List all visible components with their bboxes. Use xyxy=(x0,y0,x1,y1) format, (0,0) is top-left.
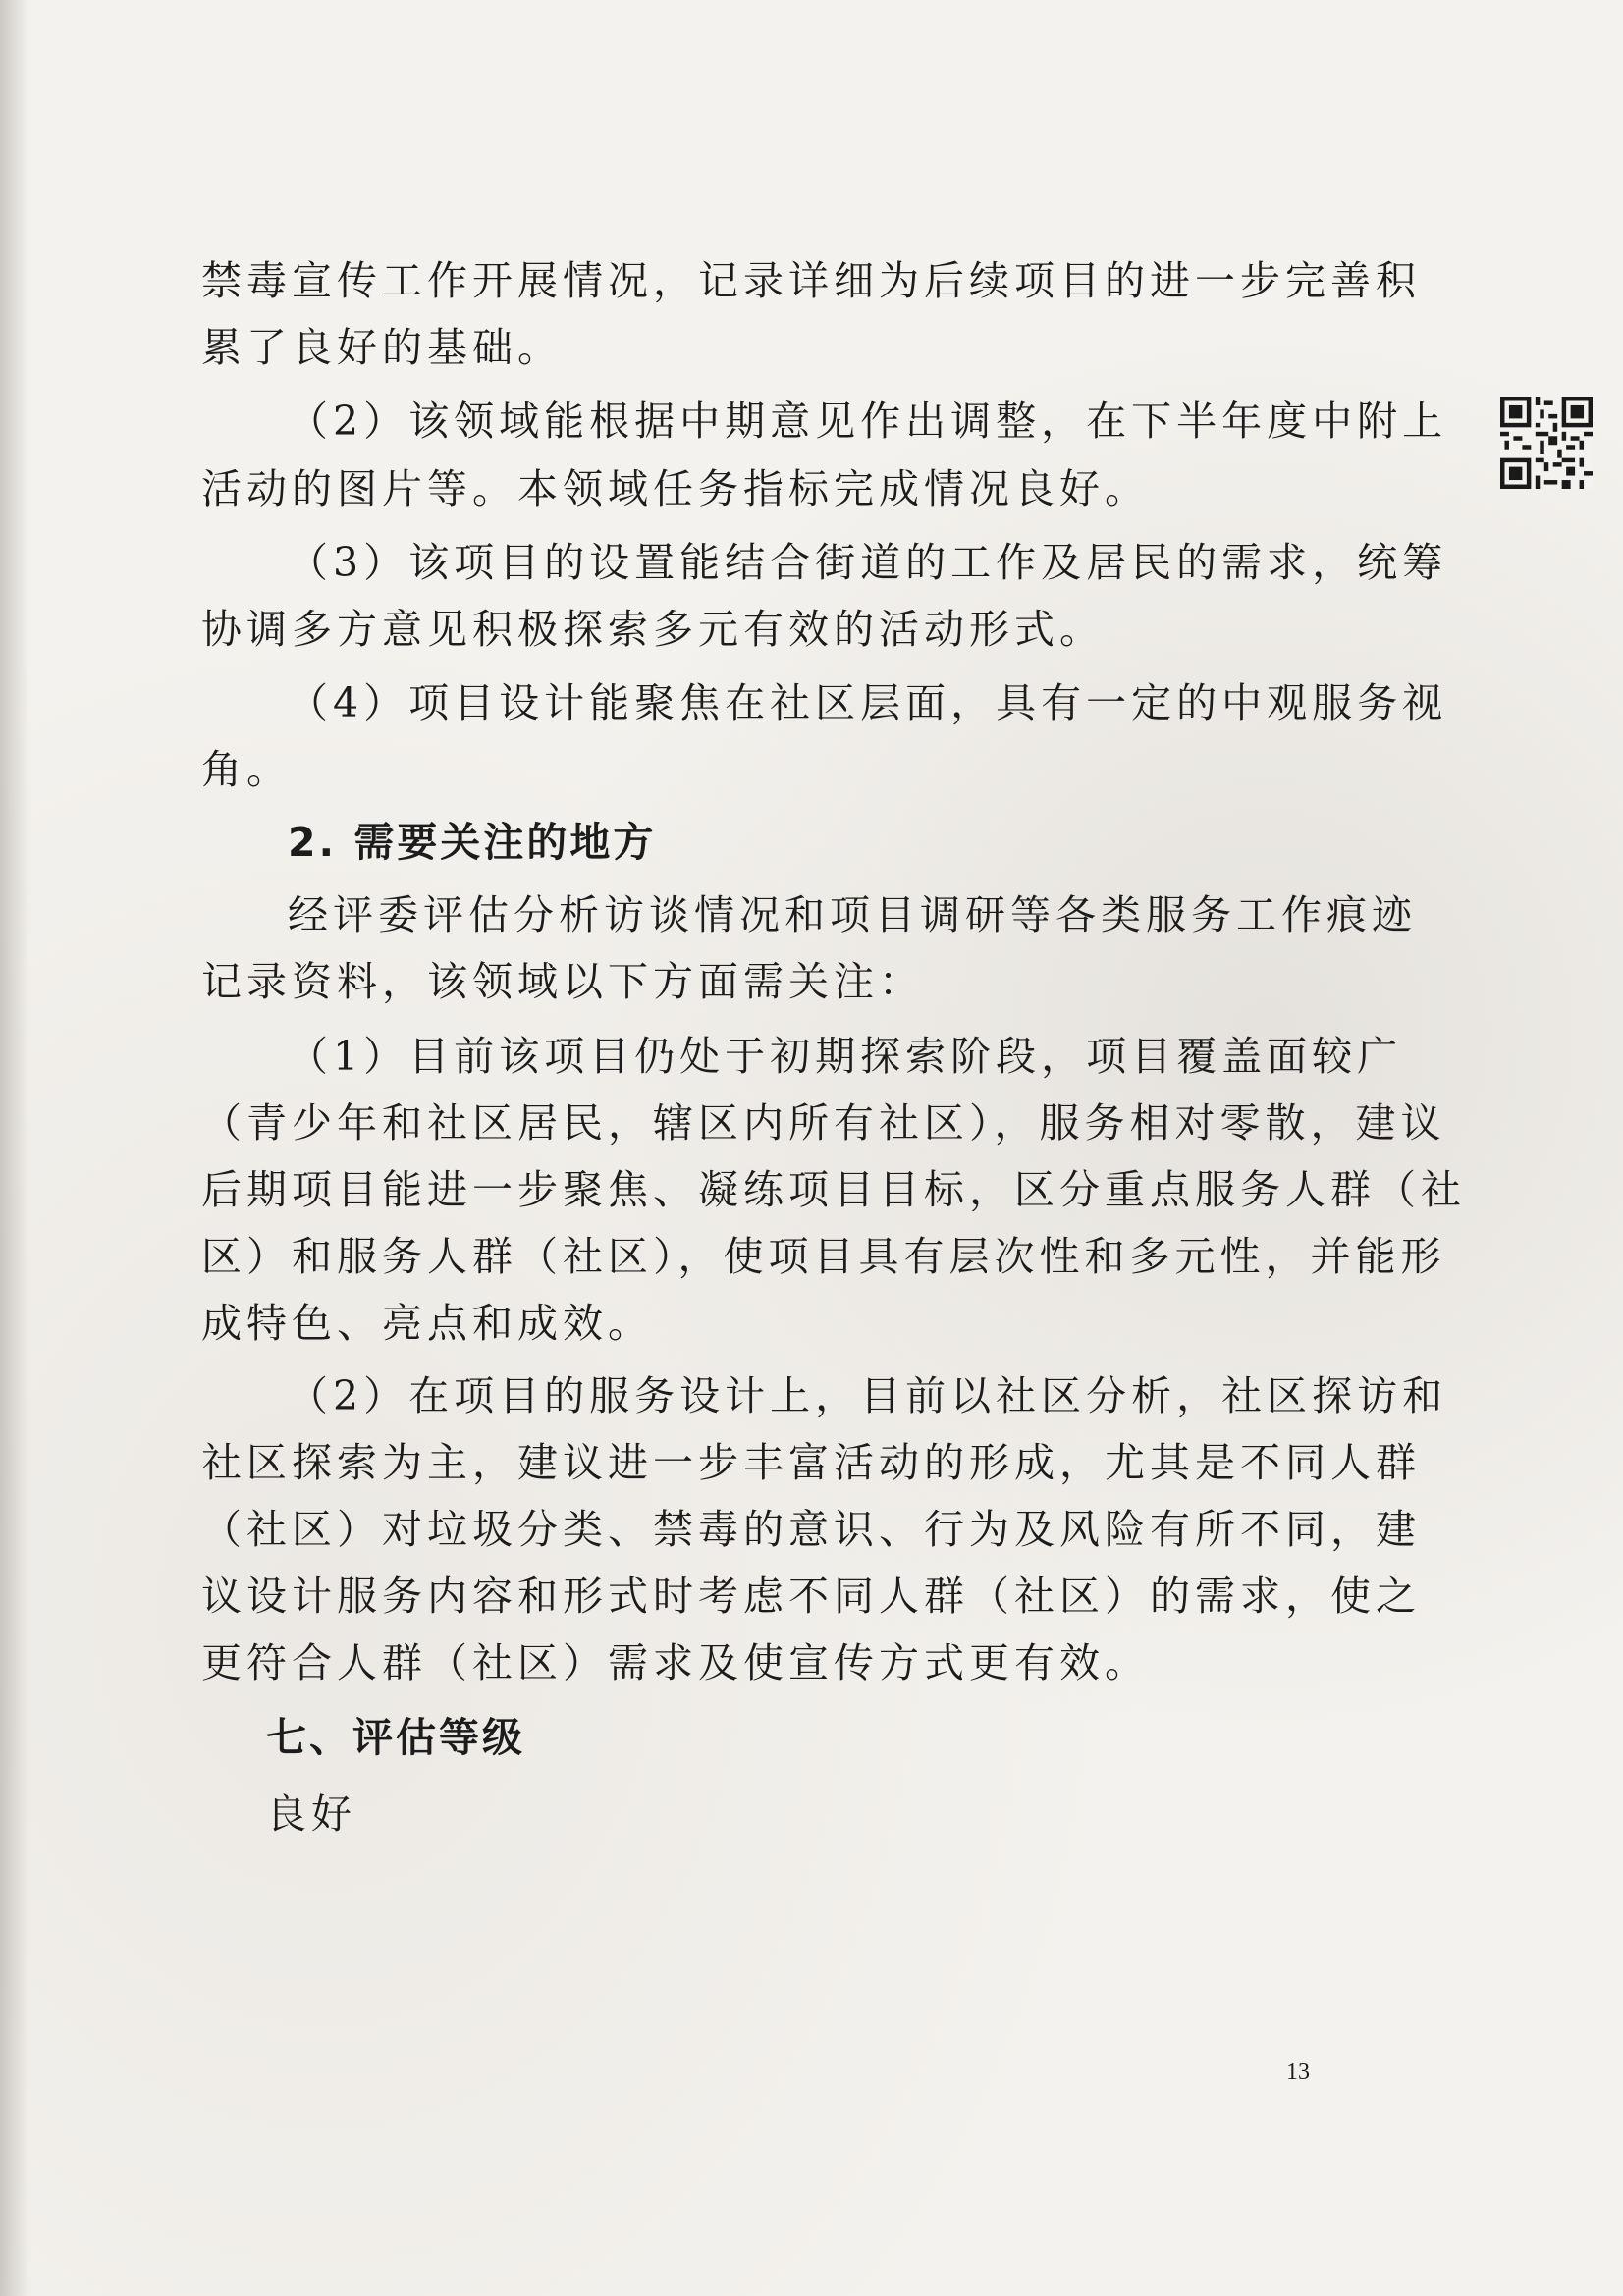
text-line: （社区）对垃圾分类、禁毒的意识、行为及风险有所不同，建 xyxy=(201,1506,1421,1553)
scan-edge-shadow xyxy=(0,0,29,2296)
page-number: 13 xyxy=(1286,2059,1310,2085)
text-line: （青少年和社区居民，辖区内所有社区），服务相对零散，建议 xyxy=(201,1099,1446,1147)
text-line: （2）在项目的服务设计上，目前以社区分析，社区探访和 xyxy=(288,1372,1448,1419)
text-line: 成特色、亮点和成效。 xyxy=(201,1300,653,1347)
text-line: 角。 xyxy=(201,746,292,793)
section-heading: 七、评估等级 xyxy=(266,1714,525,1761)
section-heading: 2. 需要关注的地方 xyxy=(288,819,657,866)
text-line: 累了良好的基础。 xyxy=(201,324,563,371)
grade-value: 良好 xyxy=(266,1790,356,1838)
text-line: 议设计服务内容和形式时考虑不同人群（社区）的需求，使之 xyxy=(201,1573,1421,1620)
text-line: 社区探索为主，建议进一步丰富活动的形成，尤其是不同人群 xyxy=(201,1439,1421,1486)
text-line: （3）该项目的设置能结合街道的工作及居民的需求，统筹 xyxy=(288,539,1448,586)
text-line: 区）和服务人群（社区），使项目具有层次性和多元性，并能形 xyxy=(201,1233,1446,1280)
qr-code-icon xyxy=(1500,397,1593,489)
text-line: 经评委评估分析访谈情况和项目调研等各类服务工作痕迹 xyxy=(288,891,1417,938)
text-line: 记录资料，该领域以下方面需关注： xyxy=(201,958,924,1005)
text-line: （4）项目设计能聚焦在社区层面，具有一定的中观服务视 xyxy=(288,679,1448,726)
text-line: 禁毒宣传工作开展情况，记录详细为后续项目的进一步完善积 xyxy=(201,257,1421,304)
text-line: 更符合人群（社区）需求及使宣传方式更有效。 xyxy=(201,1639,1150,1686)
text-line: 活动的图片等。本领域任务指标完成情况良好。 xyxy=(201,465,1150,512)
text-line: （1）目前该项目仍处于初期探索阶段，项目覆盖面较广 xyxy=(288,1033,1403,1080)
text-line: （2）该领域能根据中期意见作出调整，在下半年度中附上 xyxy=(288,398,1448,445)
text-line: 后期项目能进一步聚焦、凝练项目目标，区分重点服务人群（社 xyxy=(201,1166,1466,1213)
text-line: 协调多方意见积极探索多元有效的活动形式。 xyxy=(201,606,1105,653)
